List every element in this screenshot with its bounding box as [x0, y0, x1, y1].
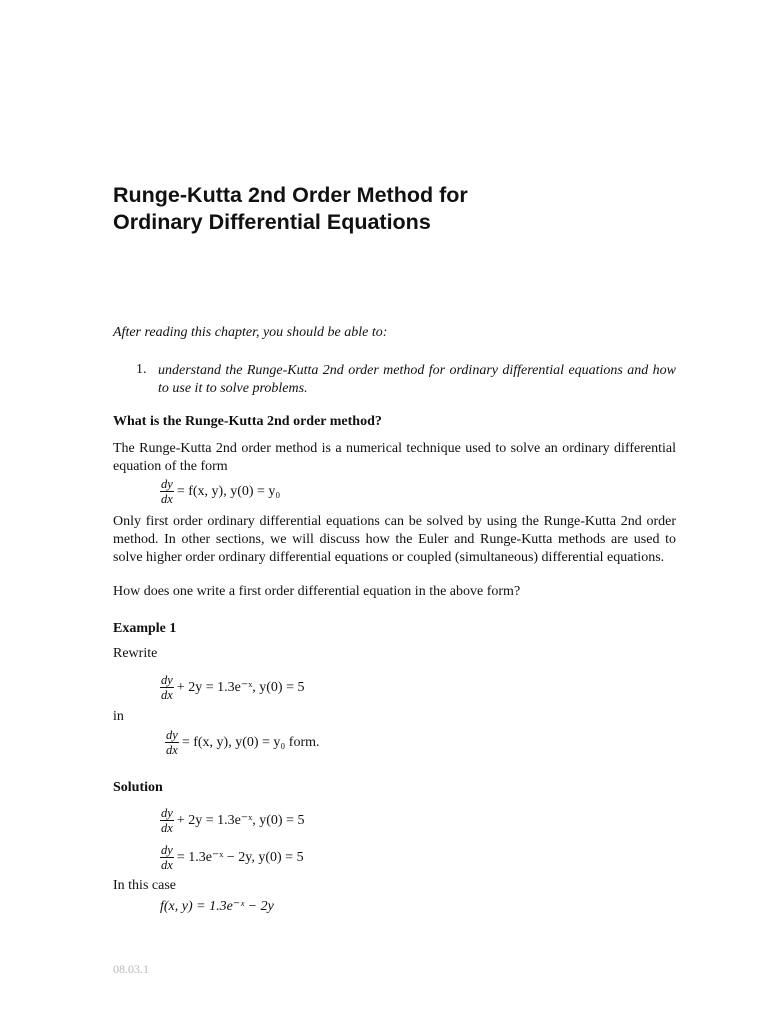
solution-equation-1: $\frac{dy}{dx}$ + 2y = 1.3e⁻ˣ, y(0) = 5 — [161, 806, 305, 835]
paragraph-scope: Only first order ordinary differential equations can be solved by using the Runge-Kutta 2nd order method. In other sections, we will discuss how the Euler and Runge-Kutta methods are used to solve higher order ordinary differential equations or coupled (simultaneous) differential equations. — [113, 514, 676, 565]
solution-equation-3: f(x, y) = 1.3e⁻ˣ − 2y — [160, 899, 274, 914]
solution-heading: Solution — [113, 780, 163, 795]
equation-general-form: $\frac{dy}{dx}$ = f(x, y), y(0) = y₀ — [161, 477, 281, 506]
page-number: 08.03.1 — [113, 962, 149, 976]
paragraph-question: How does one write a first order differential equation in the above form? — [113, 584, 521, 599]
rewrite-label: Rewrite — [113, 646, 158, 661]
case-label: In this case — [113, 878, 176, 893]
chapter-title-line-1: Runge-Kutta 2nd Order Method for — [113, 183, 468, 207]
example-equation-1: $\frac{dy}{dx}$ + 2y = 1.3e⁻ˣ, y(0) = 5 — [161, 673, 305, 702]
objective-number: 1. — [136, 362, 147, 377]
paragraph-definition: The Runge-Kutta 2nd order method is a numerical technique used to solve an ordinary differential equation of the form — [113, 441, 676, 474]
example-heading: Example 1 — [113, 621, 177, 636]
in-label: in — [113, 709, 124, 724]
intro-text: After reading this chapter, you should be able to: — [113, 325, 388, 340]
derivative-fraction: $\frac{dy}{dx}$ — [161, 673, 173, 702]
derivative-fraction: $\frac{dy}{dx}$ — [161, 843, 173, 872]
derivative-fraction: $\frac{dy}{dx}$ — [166, 728, 178, 757]
chapter-title-line-2: Ordinary Differential Equations — [113, 210, 431, 234]
derivative-fraction: $\frac{dy}{dx}$ — [161, 806, 173, 835]
solution-equation-2: $\frac{dy}{dx}$ = 1.3e⁻ˣ − 2y, y(0) = 5 — [161, 843, 304, 872]
chapter-title — [113, 182, 673, 236]
objective-text: understand the Runge-Kutta 2nd order method for ordinary differential equations and how to use it to solve problems. — [158, 363, 676, 396]
section-heading: What is the Runge-Kutta 2nd order method? — [113, 414, 382, 429]
derivative-fraction: $\frac{dy}{dx}$ — [161, 477, 173, 506]
example-equation-2: $\frac{dy}{dx}$ = f(x, y), y(0) = y₀ form. — [166, 728, 320, 757]
